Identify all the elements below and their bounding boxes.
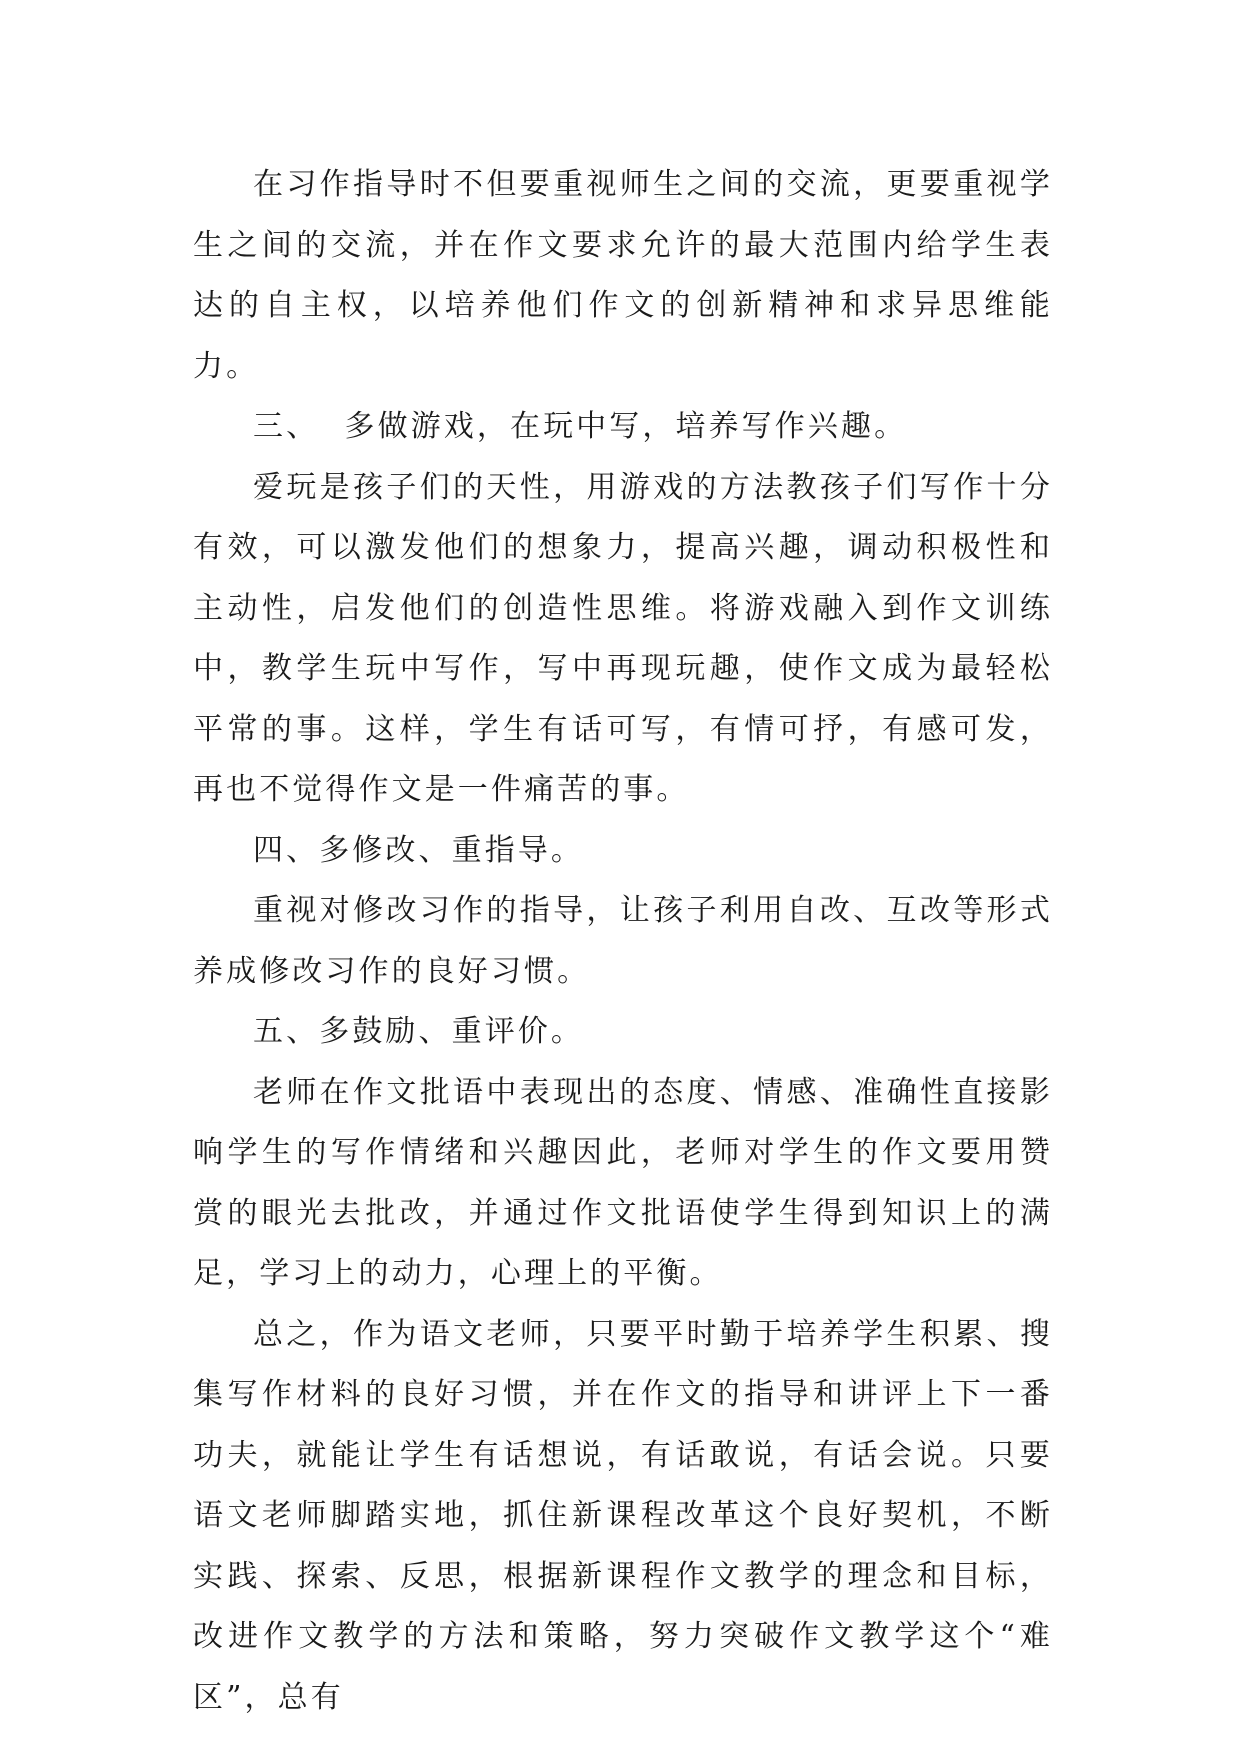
section-heading-4: 四、多修改、重指导。 (253, 832, 584, 868)
paragraph: 在习作指导时不但要重视师生之间的交流，更要重视学生之间的交流，并在作文要求允许的最大范围内给学生表达的自主权，以培养他们作文的创新精神和求异思维能力。 (193, 167, 1053, 384)
paragraph: 老师在作文批语中表现出的态度、情感、准确性直接影响学生的写作情绪和兴趣因此，老师对学生的作文要用赞赏的眼光去批改，并通过作文批语使学生得到知识上的满足，学习上的动力，心理上的平衡。 (193, 1074, 1053, 1291)
paragraph: 重视对修改习作的指导，让孩子利用自改、互改等形式养成修改习作的良好习惯。 (193, 893, 1053, 989)
section-heading-3: 三、 多做游戏，在玩中写，培养写作兴趣。 (253, 409, 908, 444)
section-heading-5: 五、多鼓励、重评价。 (253, 1014, 584, 1049)
document-body (193, 155, 1053, 1728)
paragraph: 总之，作为语文老师，只要平时勤于培养学生积累、搜集写作材料的良好习惯，并在作文的指导和讲评上下一番功夫，就能让学生有话想说，有话敢说，有话会说。只要语文老师脚踏实地，抓住新课程改革这个良好契机，不断实践、探索、反思，根据新课程作文教学的理念和目标，改进作文教学的方法和策略，努力突破作文教学这个“难区”，总有 (193, 1316, 1053, 1715)
paragraph: 爱玩是孩子们的天性，用游戏的方法教孩子们写作十分有效，可以激发他们的想象力，提高兴趣，调动积极性和主动性，启发他们的创造性思维。将游戏融入到作文训练中，教学生玩中写作，写中再现玩趣，使作文成为最轻松平常的事。这样，学生有话可写，有情可抒，有感可发，再也不觉得作文是一件痛苦的事。 (193, 469, 1053, 807)
